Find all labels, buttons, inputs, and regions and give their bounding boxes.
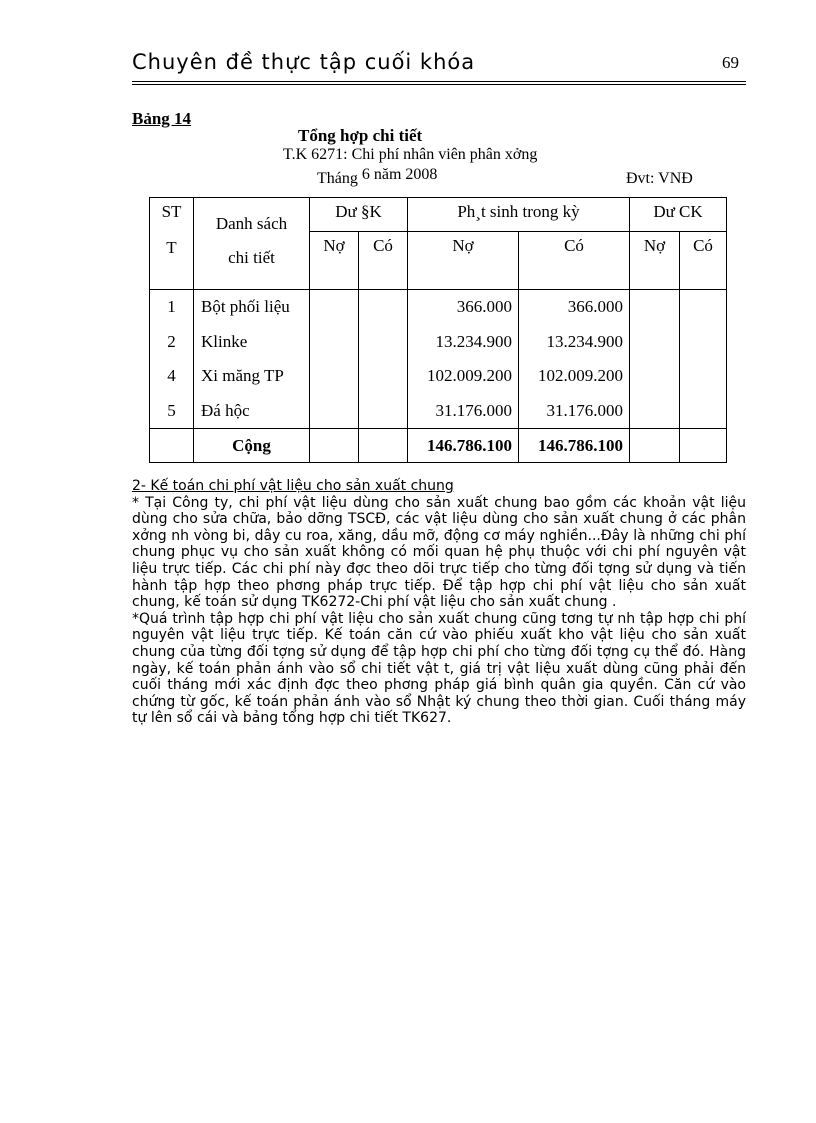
movement-debit-header: Nợ	[408, 232, 519, 290]
page-number: 69	[722, 53, 739, 72]
document-header-title: Chuyên đề thực tập cuối khóa	[132, 50, 476, 74]
total-debit: 146.786.100	[408, 429, 519, 463]
total-closing-debit	[630, 429, 680, 463]
total-credit: 146.786.100	[519, 429, 630, 463]
closing-debit-header: Nợ	[630, 232, 680, 290]
debit-amount-cell: 31.176.000	[435, 400, 512, 420]
debit-amount-cell: 102.009.200	[427, 366, 512, 385]
account-line: T.K 6271: Chi phí nhân viên phân xởng	[283, 146, 538, 163]
total-label: Cộng	[194, 429, 310, 463]
paragraph-2: *Quá trình tập hợp chi phí vật liệu cho sản xuất chung cũng tơng tự nh tập hợp chi phí nguyên vật liệu trực tiếp. Kế toán căn cứ vào phiếu xuất kho vật liệu cho sản xuất chung của từng đối tợng sử dụng để tập hợp chi phí cho từng đối tợng cụ thể đó. Hàng ngày, kế toán phản ánh vào sổ chi tiết vật t, giá trị vật liệu xuất dùng cũng phải đến cuối tháng mới xác định đợc theo phơng pháp giá bình quân gia quyền. Căn cứ vào chứng từ gốc, kế toán phản ánh vào sổ Nhật ký chung theo thời gian. Cuối tháng máy tự lên sổ cái và bảng tổng hợp chi tiết TK627.	[132, 610, 746, 727]
item-name-cell: Bột phối liệu	[201, 297, 290, 316]
credit-amount-cell: 366.000	[567, 297, 623, 316]
debit-amount-cell: 13.234.900	[435, 331, 512, 351]
closing-credit-header: Có	[680, 232, 727, 290]
opening-debit-header: Nợ	[310, 232, 359, 290]
section-heading: 2- Kế toán chi phí vật liệu cho sản xuất chung	[132, 478, 454, 494]
item-name-cell: Đá hộc	[201, 400, 250, 420]
name-header	[194, 198, 310, 290]
table-label: Bảng 14	[132, 109, 192, 128]
movement-header: Ph¸t sinh trong kỳ	[408, 198, 630, 232]
opening-credit-column	[359, 290, 408, 429]
name-header-line1: Danh sách	[215, 214, 288, 233]
credit-amount-cell: 13.234.900	[546, 331, 623, 351]
name-header-line2: chi tiết	[228, 248, 275, 267]
opening-credit-header: Có	[359, 232, 408, 290]
stt-column	[150, 290, 194, 429]
header-divider-top	[132, 81, 746, 82]
month-word: Tháng	[317, 170, 358, 187]
closing-balance-header: Dư CK	[630, 198, 727, 232]
closing-debit-column	[630, 290, 680, 429]
month-value: 6 năm 2008	[361, 166, 438, 183]
total-stt-cell	[150, 429, 194, 463]
stt-header	[150, 198, 194, 290]
credit-amount-cell: 102.009.200	[538, 366, 623, 385]
total-row	[150, 429, 727, 463]
stt-cell: 1	[167, 297, 176, 316]
stt-cell: 5	[167, 400, 176, 420]
debit-amount-cell: 366.000	[456, 297, 512, 316]
total-closing-credit	[680, 429, 727, 463]
item-name-cell: Klinke	[201, 331, 248, 351]
movement-credit-header: Có	[519, 232, 630, 290]
stt-header-bottom: T	[166, 238, 177, 257]
table-header-row	[150, 198, 727, 232]
currency-unit: Đvt: VNĐ	[626, 170, 693, 187]
name-column	[194, 290, 310, 429]
stt-cell: 4	[167, 366, 176, 385]
movement-credit-column	[519, 290, 630, 429]
header-divider-bottom	[132, 84, 746, 85]
movement-debit-column	[408, 290, 519, 429]
stt-header-top: ST	[161, 202, 182, 221]
total-opening-debit	[310, 429, 359, 463]
closing-credit-column	[680, 290, 727, 429]
paragraph-1: * Tại Công ty, chi phí vật liệu dùng cho sản xuất chung bao gồm các khoản vật liệu dùng cho sửa chữa, bảo dỡng TSCĐ, các vật liệu dùng cho sản xuất chung ở các phân xởng nh vòng bi, dây cu roa, xăng, dầu mỡ, động cơ máy nghiền...Đây là những chi phí chung phục vụ cho sản xuất không có mối quan hệ phụ thuộc với chi phí nguyên vật liệu trực tiếp. Các chi phí này đợc theo dõi trực tiếp cho từng đối tợng sử dụng và tiến hành tập hợp theo phơng pháp trực tiếp. Để tập hợp chi phí vật liệu cho sản xuất chung, kế toán sử dụng TK6272-Chi phí vật liệu cho sản xuất chung .	[132, 494, 746, 611]
credit-amount-cell: 31.176.000	[546, 400, 623, 420]
month-line	[317, 166, 438, 187]
opening-debit-column	[310, 290, 359, 429]
detail-table	[149, 197, 727, 463]
opening-balance-header: Dư §K	[310, 198, 408, 232]
item-name-cell: Xi măng TP	[201, 366, 284, 385]
table-body-row	[150, 290, 727, 429]
table-title: Tổng hợp chi tiết	[298, 126, 423, 145]
total-opening-credit	[359, 429, 408, 463]
body-text	[132, 478, 746, 727]
stt-cell: 2	[167, 331, 176, 351]
